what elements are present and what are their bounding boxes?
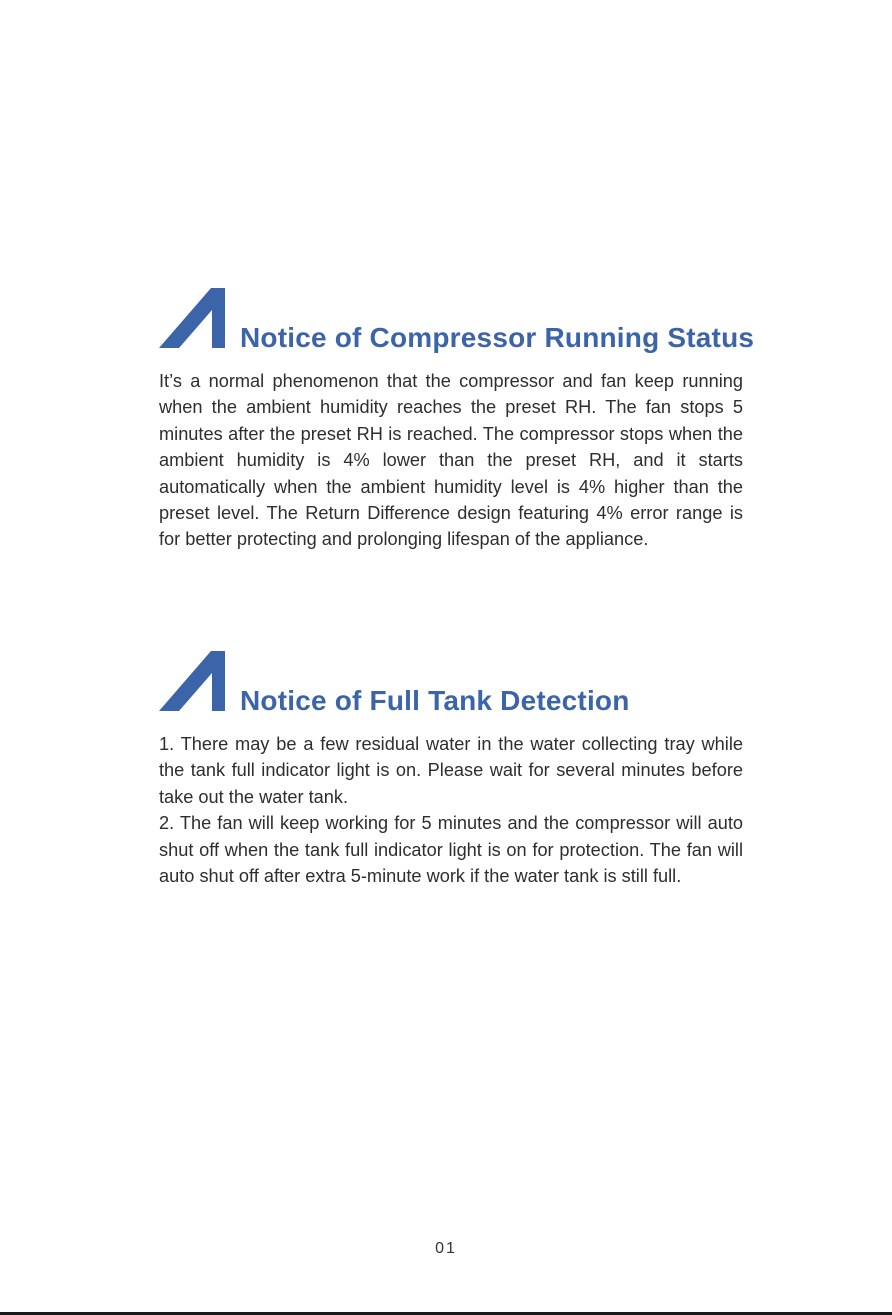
slanted-a-mark-icon [159,651,225,711]
section-title: Notice of Compressor Running Status [240,322,755,353]
paragraph: 1. There may be a few residual water in the water collecting tray while the tank full indicator light is on. Please wait for several minutes before take out the water tank. [159,734,743,807]
slanted-a-mark-icon [159,288,225,348]
section-title: Notice of Full Tank Detection [240,685,630,716]
section-body [159,368,743,553]
section-full-tank-detection [159,651,743,889]
section-compressor-running-status [159,288,755,553]
page-number: 01 [435,1240,457,1257]
paragraph: 2. The fan will keep working for 5 minutes and the compressor will auto shut off when the tank full indicator light is on for protection. The fan will auto shut off after extra 5-minute work if the water tank is still full. [159,813,743,887]
section-header [159,288,755,353]
paragraph: It’s a normal phenomenon that the compressor and fan keep running when the ambient humidity reaches the preset RH. The fan stops 5 minutes after the preset RH is reached. The compressor stops when the ambient humidity is 4% lower than the preset RH, and it starts automatically when the ambient humidity level is 4% higher than the preset level. The Return Difference design featuring 4% error range is for better protecting and prolonging lifespan of the appliance. [159,371,743,550]
section-body [159,731,743,889]
section-header [159,651,743,716]
